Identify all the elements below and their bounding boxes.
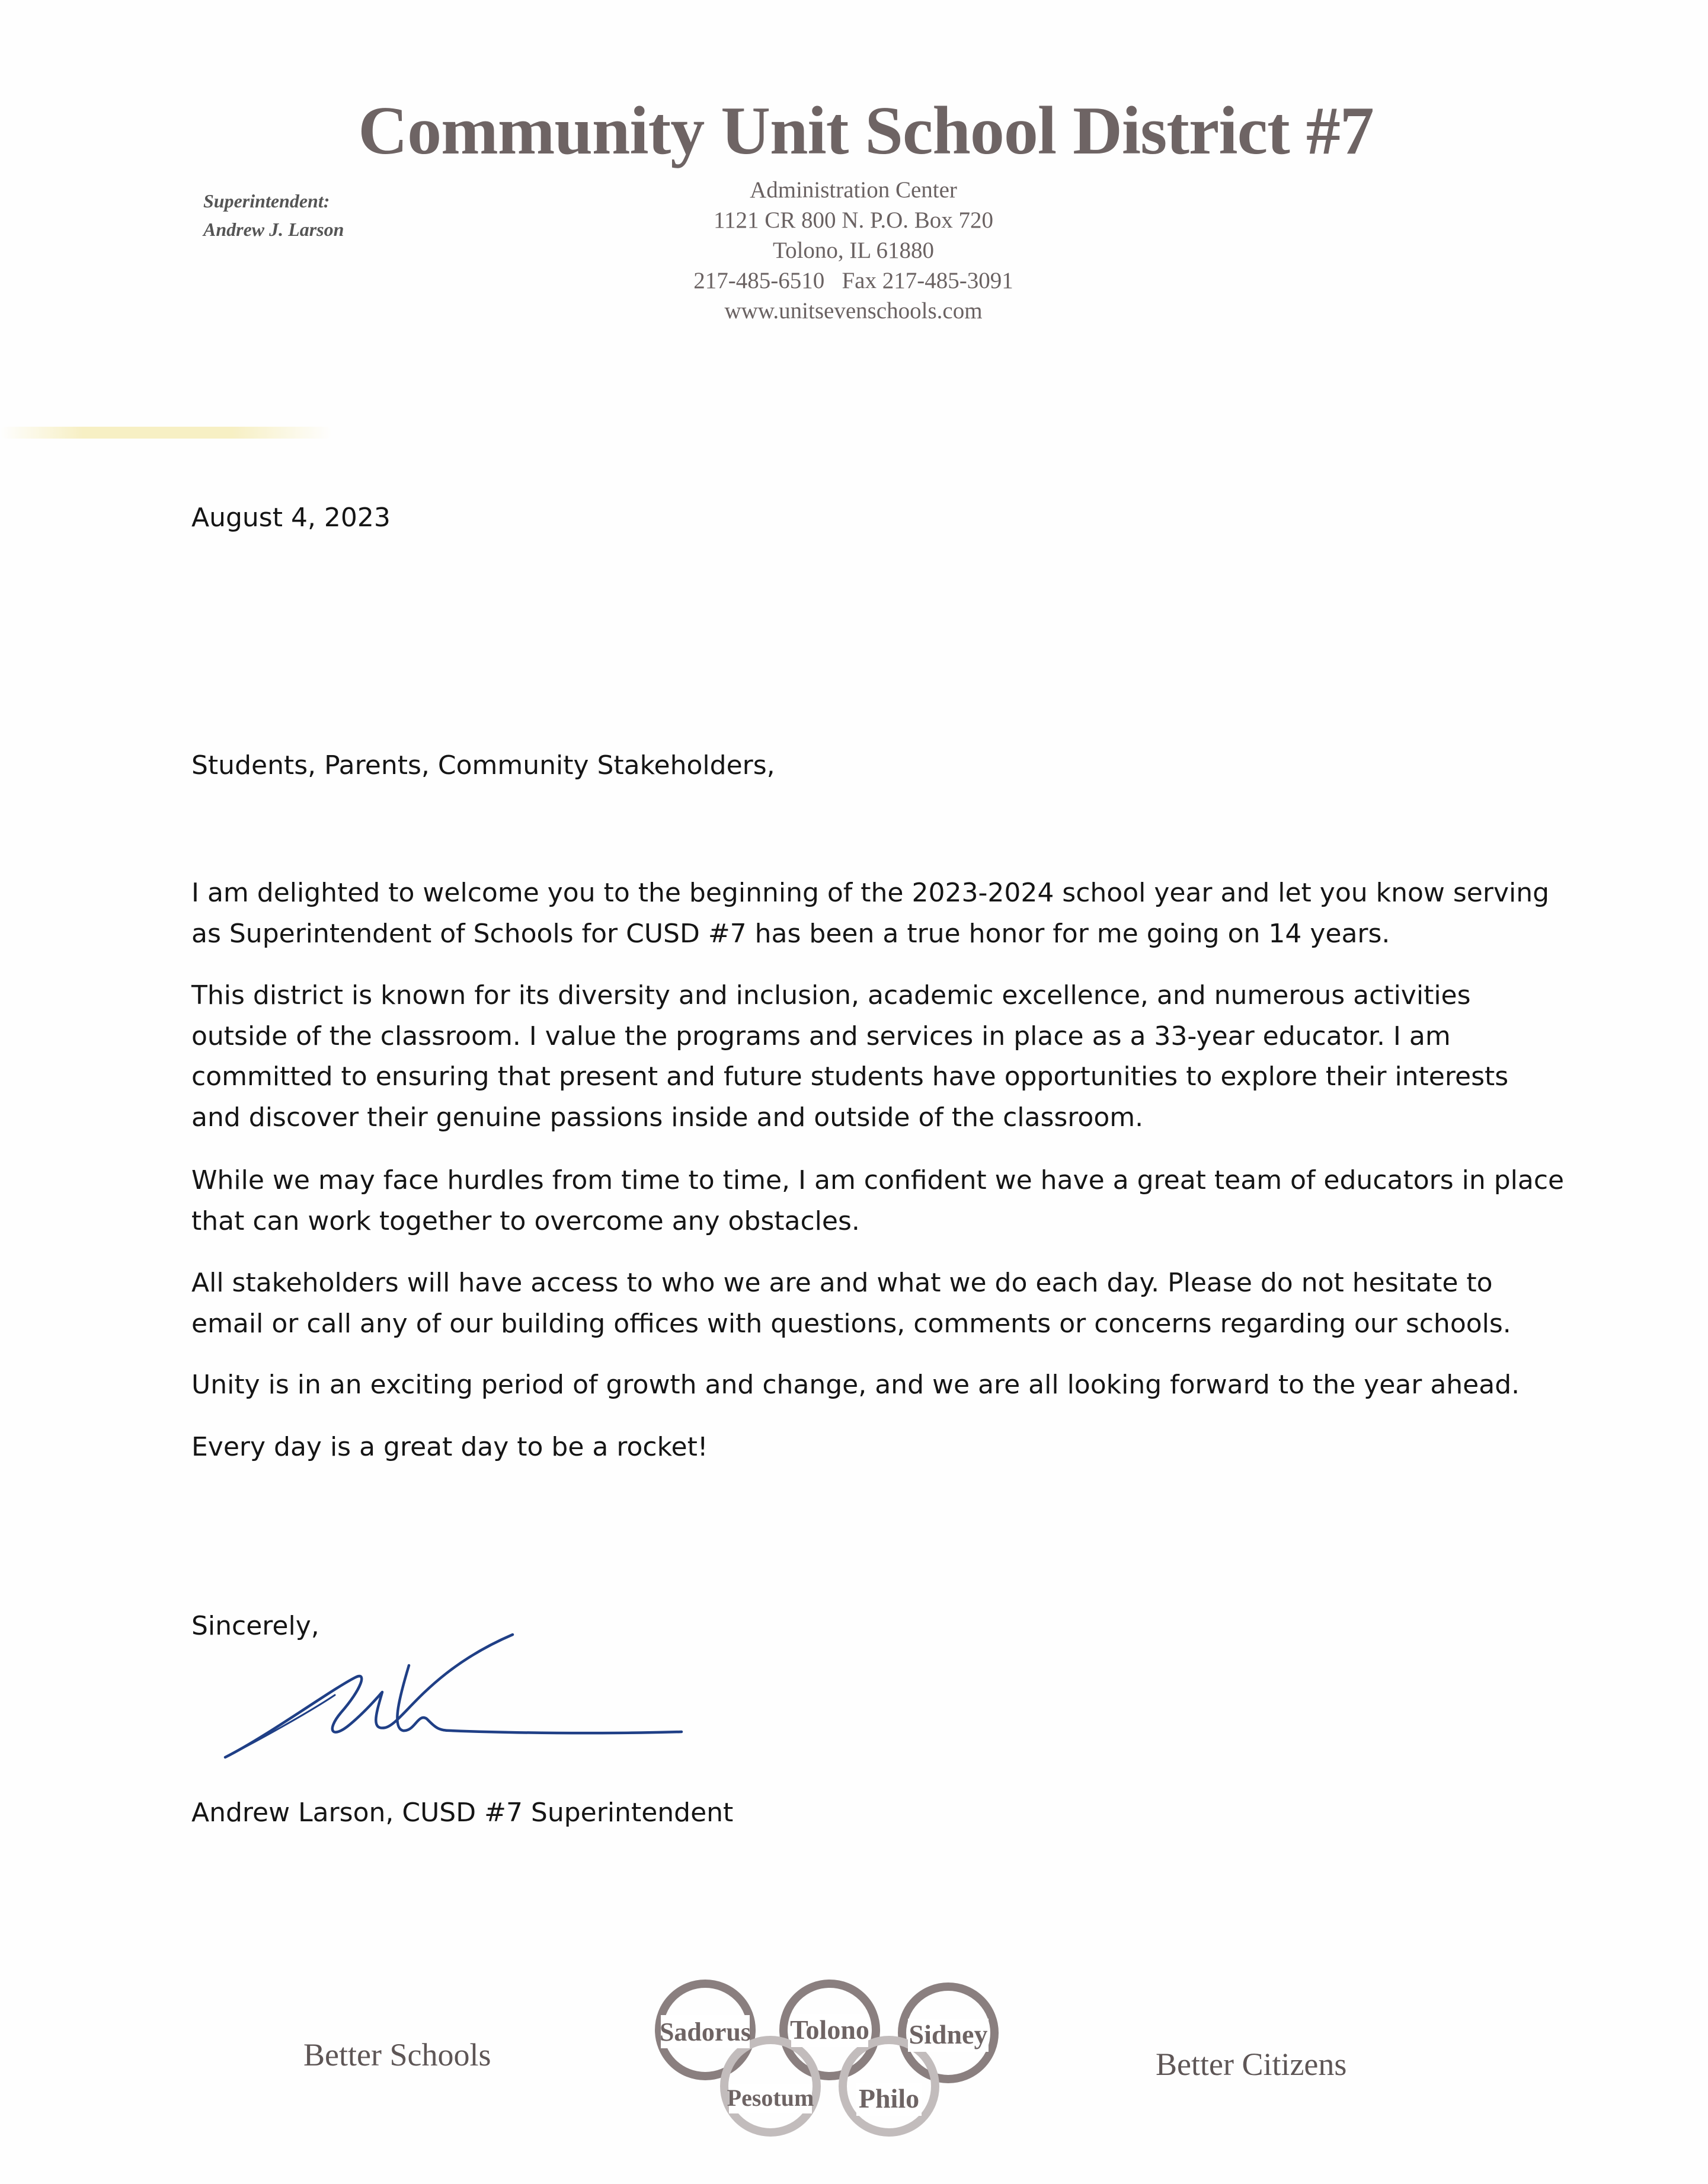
website: www.unitsevenschools.com xyxy=(724,298,983,324)
city-state-zip: Tolono, IL 61880 xyxy=(772,238,935,263)
paragraph-line: While we may face hurdles from time to time, I am confident we have a great team of educators in place xyxy=(191,1165,1565,1195)
paragraph-line: and discover their genuine passions inside and outside of the classroom. xyxy=(191,1102,1144,1133)
superintendent-block xyxy=(203,187,344,244)
paragraph-access xyxy=(191,1263,1511,1344)
paragraph-line: All stakeholders will have access to who we are and what we do each day. Please do not hesitate to xyxy=(191,1268,1493,1298)
signer-name: Andrew Larson, CUSD #7 Superintendent xyxy=(191,1798,734,1828)
ring-label-sidney: Sidney xyxy=(909,2019,988,2049)
phone-fax: 217-485-6510 Fax 217-485-3091 xyxy=(693,268,1013,293)
paragraph-line: Unity is in an exciting period of growth and change, and we are all looking forward to the year ahead. xyxy=(191,1370,1520,1400)
letter-date: August 4, 2023 xyxy=(191,503,391,533)
street-address: 1121 CR 800 N. P.O. Box 720 xyxy=(713,207,994,233)
paragraph-welcome xyxy=(191,873,1549,954)
motto-better-schools: Better Schools xyxy=(303,2037,491,2073)
paragraph-line: as Superintendent of Schools for CUSD #7 has been a true honor for me going on 14 years. xyxy=(191,918,1390,949)
salutation: Students, Parents, Community Stakeholders, xyxy=(191,750,775,781)
district-title: Community Unit School District #7 xyxy=(358,93,1374,169)
paragraph-growth xyxy=(191,1365,1520,1406)
paragraph-line: I am delighted to welcome you to the beginning of the 2023-2024 school year and let you know serving xyxy=(191,878,1550,908)
ring-label-tolono: Tolono xyxy=(790,2014,869,2045)
closing: Sincerely, xyxy=(191,1611,319,1641)
paragraph-district xyxy=(191,976,1508,1138)
admin-center: Administration Center xyxy=(750,177,957,203)
paragraph-line: committed to ensuring that present and future students have opportunities to explore their interests xyxy=(191,1061,1509,1092)
paragraph-line: that can work together to overcome any obstacles. xyxy=(191,1205,860,1236)
scan-smudge xyxy=(0,427,332,439)
paragraph-rocket xyxy=(191,1427,708,1468)
signature-image xyxy=(213,1624,687,1772)
superintendent-name: Andrew J. Larson xyxy=(203,219,344,240)
superintendent-label: Superintendent: xyxy=(203,190,330,212)
paragraph-line: Every day is a great day to be a rocket! xyxy=(191,1432,708,1462)
paragraph-hurdles xyxy=(191,1160,1564,1242)
ring-label-sadorus: Sadorus xyxy=(659,2017,751,2046)
ring-label-pesotum: Pesotum xyxy=(727,2084,814,2111)
motto-better-citizens: Better Citizens xyxy=(1156,2046,1347,2082)
ring-label-philo: Philo xyxy=(858,2083,920,2113)
address-block xyxy=(616,175,1090,326)
district-rings-logo xyxy=(652,1968,1007,2169)
paragraph-line: This district is known for its diversity and inclusion, academic excellence, and numerous activities xyxy=(191,980,1471,1011)
paragraph-line: outside of the classroom. I value the programs and services in place as a 33-year educator. I am xyxy=(191,1021,1451,1051)
paragraph-line: email or call any of our building offices with questions, comments or concerns regarding our schools. xyxy=(191,1308,1511,1339)
